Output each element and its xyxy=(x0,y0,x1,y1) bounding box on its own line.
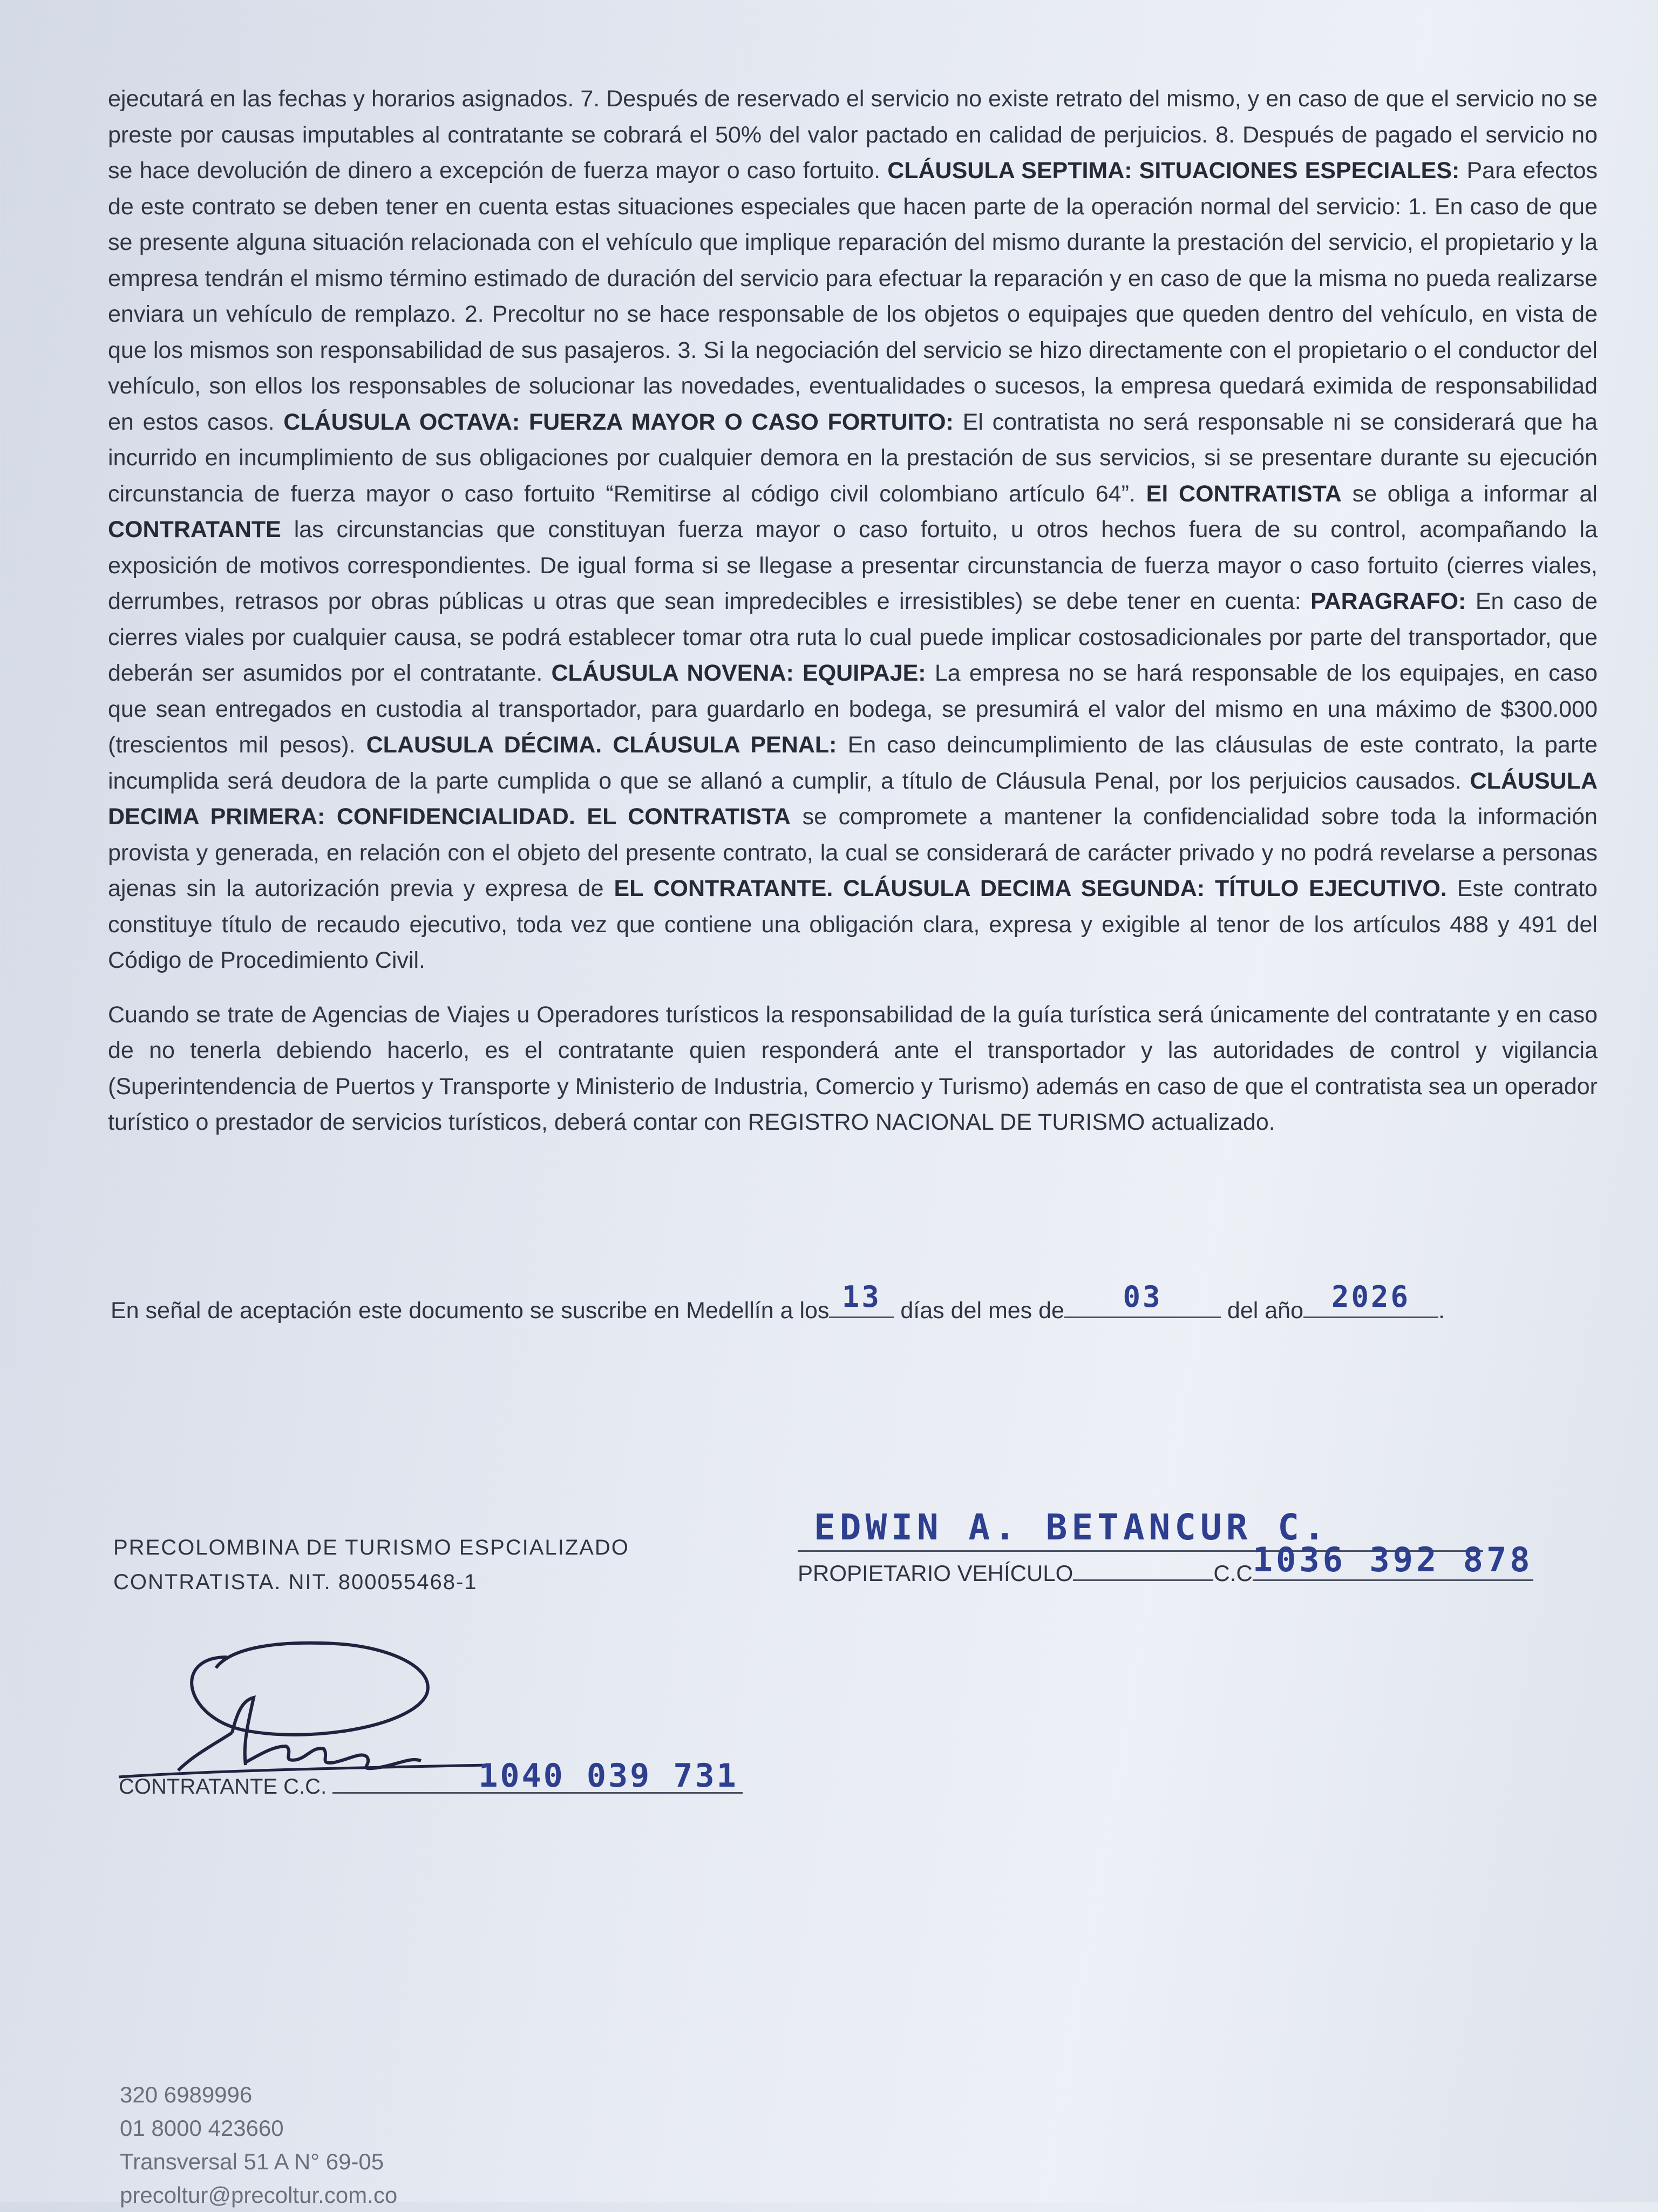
clause-heading: EL CONTRATANTE. CLÁUSULA DECIMA SEGUNDA: TÍTULO EJECUTIVO. xyxy=(614,876,1447,901)
owner-cc-label: C.C xyxy=(1213,1560,1253,1586)
acceptance-prefix: En señal de aceptación este documento se suscribe en Medellín a los xyxy=(111,1298,830,1324)
day-value: 13 xyxy=(841,1280,881,1314)
clause-text: ejecutará en las fechas y horarios asignados. 7. Después de reservado el servicio no existe retrato del mismo, y en caso de que el servicio no se preste por causas imputables al contratante se cobrará el 50% del valor pactado en calidad de perjuicios. 8. Después de pagado el servicio no se hace devolución de dinero a excepción de fuerza mayor o caso fortuito. xyxy=(108,86,1598,184)
clause-text: Este contrato constituye título de recaudo ejecutivo, toda vez que contiene una obligación clara, expresa y exigible al tenor de los artículos 488 y 491 del Código de Procedimiento Civil. xyxy=(108,876,1598,973)
contractor-cc-field xyxy=(332,1757,743,1795)
days-label: días del mes de xyxy=(900,1298,1064,1324)
owner-label: PROPIETARIO VEHÍCULO xyxy=(798,1560,1073,1586)
day-field xyxy=(829,1280,894,1318)
clause-text: El contratista no será responsable ni se considerará que ha incurrido en incumplimiento de sus obligaciones por cualquier demora en la prestación de sus servicios, si se presentare durante su ejecución circunstancia de fuerza mayor o caso fortuito “Remitirse al código civil colombiano artículo 64”. xyxy=(108,409,1598,507)
clause-heading: CLAUSULA DÉCIMA. CLÁUSULA PENAL: xyxy=(366,732,837,758)
company-name: PRECOLOMBINA DE TURISMO ESPCIALIZADO xyxy=(113,1536,629,1559)
clause-heading: CLÁUSULA SEPTIMA: SITUACIONES ESPECIALES: xyxy=(887,158,1460,184)
owner-cc-number: 1036 392 878 xyxy=(1252,1540,1533,1579)
month-value: 03 xyxy=(1123,1280,1163,1314)
acceptance-line xyxy=(111,1280,1568,1327)
owner-cc-field xyxy=(1252,1540,1533,1581)
owner-id-line xyxy=(798,1540,1533,1590)
owner-blank xyxy=(1073,1558,1213,1581)
owner-handwritten-name: EDWIN A. BETANCUR C. xyxy=(814,1507,1329,1548)
clause-text: las circunstancias que constituyan fuerza mayor o caso fortuito, u otros hechos fuera de su control, acompañando la exposición de motivos correspondientes. De igual forma si se llegase a presentar circunstancia de fuerza mayor o caso fortuito (cierres viales, derrumbes, retrasos por obras públicas u otras que sean impredecibles e irresistibles) se debe tener en cuenta: xyxy=(108,517,1598,614)
contract-body xyxy=(108,81,1598,1141)
company-block xyxy=(113,1530,629,1599)
contractor-label: CONTRATANTE C.C. xyxy=(119,1775,327,1799)
clause-heading: CLÁUSULA DECIMA PRIMERA: CONFIDENCIALIDAD. EL CONTRATISTA xyxy=(108,768,1598,830)
footer-phone: 01 8000 423660 xyxy=(120,2115,284,2141)
contractor-cc-number: 1040 039 731 xyxy=(478,1757,738,1795)
clause-heading: PARAGRAFO: xyxy=(1310,588,1466,614)
tourism-paragraph: Cuando se trate de Agencias de Viajes u Operadores turísticos la responsabilidad de la guía turística será únicamente del contratante y en caso de no tenerla debiendo hacerlo, es el contratante quien responderá ante el transportador y las autoridades de control y vigilancia (Superintendencia de Puertos y Transporte y Ministerio de Industria, Comercio y Turismo) además en caso de que el contratista sea un operador turístico o prestador de servicios turísticos, deberá contar con REGISTRO NACIONAL DE TURISMO actualizado. xyxy=(108,1001,1598,1135)
year-field xyxy=(1303,1280,1438,1318)
footer-email: precoltur@precoltur.com.co xyxy=(120,2182,398,2208)
year-value: 2026 xyxy=(1331,1280,1410,1314)
contractor-line xyxy=(119,1757,743,1802)
acceptance-end: . xyxy=(1438,1298,1445,1324)
clauses-paragraph xyxy=(108,81,1598,979)
clause-text: se compromete a mantener la confidencialidad sobre toda la información provista y generada, en relación con el objeto del presente contrato, la cual se considerará de carácter privado y no podrá revelarse a personas ajenas sin la autorización previa y expresa de xyxy=(108,804,1598,901)
clause-text: se obliga a informar al xyxy=(1352,480,1598,507)
clause-text: Para efectos de este contrato se deben tener en cuenta estas situaciones especiales que hacen parte de la operación normal del servicio: 1. En caso de que se presente alguna situación relacionada con el vehículo que implique reparación del mismo durante la prestación del servicio, el propietario y la empresa tendrán el mismo término estimado de duración del servicio para efectuar la reparación y en caso de que la misma no pueda realizarse enviara un vehículo de remplazo. 2. Precoltur no se hace responsable de los objetos o equipajes que queden dentro del vehículo, en vista de que los mismos son responsabilidad de sus pasajeros. 3. Si la negociación del servicio se hizo directamente con el propietario o el conductor del vehículo, son ellos los responsables de solucionar las novedades, eventualidades o sucesos, la empresa quedará eximida de responsabilidad en estos casos. xyxy=(108,158,1598,435)
company-nit: CONTRATISTA. NIT. 800055468-1 xyxy=(113,1570,478,1594)
footer-address: Transversal 51 A N° 69-05 xyxy=(120,2149,384,2174)
clause-heading: El CONTRATISTA xyxy=(1146,480,1342,507)
clause-heading: CONTRATANTE xyxy=(108,517,281,542)
clause-heading: CLÁUSULA NOVENA: EQUIPAJE: xyxy=(551,660,926,686)
footer-contact xyxy=(120,2078,397,2212)
year-label: del año xyxy=(1227,1298,1303,1324)
clause-text: En caso de cierres viales por cualquier causa, se podrá establecer tomar otra ruta lo cual puede implicar costosadicionales por parte del transportador, que deberán ser asumidos por el contratante. xyxy=(108,588,1598,686)
clause-heading: CLÁUSULA OCTAVA: FUERZA MAYOR O CASO FORTUITO: xyxy=(283,409,954,435)
footer-phone: 320 6989996 xyxy=(120,2082,253,2107)
clause-text: La empresa no se hará responsable de los equipajes, en caso que sean entregados en custodia al transportador, para guardarlo en bodega, se presumirá el valor del mismo en una máximo de $300.000 (trescientos mil pesos). xyxy=(108,660,1598,758)
month-field xyxy=(1064,1280,1221,1318)
clause-text: En caso deincumplimiento de las cláusulas de este contrato, la parte incumplida será deudora de la parte cumplida o que se allanó a cumplir, a título de Cláusula Penal, por los perjuicios causados. xyxy=(108,732,1598,794)
